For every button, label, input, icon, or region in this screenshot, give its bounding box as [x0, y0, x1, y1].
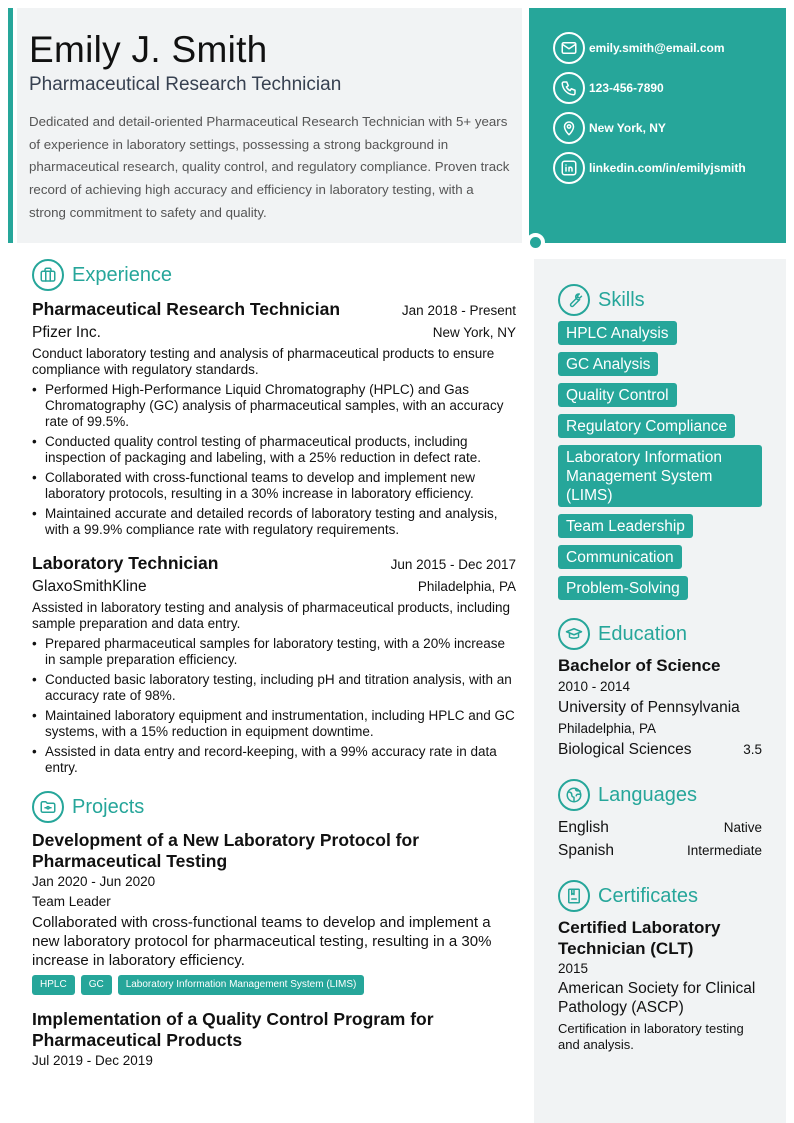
language-name: Spanish [558, 842, 615, 859]
education-entry [558, 655, 762, 761]
job-bullets [32, 382, 516, 538]
certificate-year: 2015 [558, 961, 589, 976]
contact-linkedin[interactable] [529, 152, 786, 184]
job-location: New York, NY [432, 325, 516, 340]
candidate-title: Pharmaceutical Research Technician [29, 74, 342, 95]
job-company: Pfizer Inc. [32, 324, 101, 341]
experience-heading [32, 258, 516, 292]
job-company: GlaxoSmithKline [32, 578, 147, 595]
certificates-title: Certificates [598, 884, 699, 907]
certificate-title: Certified Laboratory Technician (CLT) [558, 918, 721, 958]
contact-email[interactable] [529, 32, 786, 64]
job-role: Pharmaceutical Research Technician [32, 299, 341, 319]
job-bullet: • Performed High-Performance Liquid Chromatography (HPLC) and Gas Chromatography (GC) analysis of pharmaceutical samples, with an accuracy rate of 99.5%. [32, 382, 516, 430]
job-entry [32, 552, 516, 776]
certificate-description: Certification in laboratory testing and analysis. [558, 1021, 744, 1052]
mail-icon [553, 32, 585, 64]
project-tags [32, 975, 516, 995]
skill-tag: HPLC Analysis [558, 321, 677, 345]
skills-title: Skills [598, 288, 645, 311]
map-pin-icon [553, 112, 585, 144]
contact-phone-text: 123-456-7890 [589, 81, 664, 95]
education-gpa: 3.5 [743, 742, 762, 757]
job-bullet: • Conducted quality control testing of pharmaceutical products, including inspection of packaging and labeling, with a 25% reduction in defect rate. [32, 434, 516, 466]
skill-tag: Quality Control [558, 383, 677, 407]
project-tag: GC [81, 975, 112, 995]
job-description: Assisted in laboratory testing and analysis of pharmaceutical products, including sample preparation and data entry. [32, 600, 511, 631]
contact-phone[interactable] [529, 72, 786, 104]
job-dates: Jan 2018 - Present [401, 303, 516, 318]
job-bullet: • Maintained laboratory equipment and instrumentation, including HPLC and GC systems, with a 15% reduction in equipment downtime. [32, 708, 516, 740]
languages-title: Languages [598, 783, 697, 806]
education-title: Education [598, 622, 687, 645]
education-heading [558, 617, 762, 651]
globe-icon [558, 779, 590, 811]
job-entry [32, 298, 516, 538]
contact-panel [529, 8, 786, 243]
certificate-issuer: American Society for Clinical Pathology (ASCP) [558, 980, 756, 1016]
project-dates: Jan 2020 - Jun 2020 [32, 874, 156, 889]
skill-tag: Problem-Solving [558, 576, 688, 600]
language-row [558, 839, 762, 862]
job-role: Laboratory Technician [32, 553, 219, 573]
experience-title: Experience [72, 263, 173, 286]
project-tag: Laboratory Information Management System (LIMS) [118, 975, 365, 995]
job-bullet: • Conducted basic laboratory testing, including pH and titration analysis, with an accuracy rate of 98%. [32, 672, 516, 704]
job-bullet: • Prepared pharmaceutical samples for laboratory testing, with a 20% increase in sample preparation efficiency. [32, 636, 516, 668]
languages-list [558, 816, 762, 862]
wrench-icon [558, 284, 590, 316]
project-role: Team Leader [32, 894, 111, 909]
skills-list [558, 321, 762, 600]
candidate-name: Emily J. Smith [29, 29, 268, 70]
skill-tag: GC Analysis [558, 352, 658, 376]
language-row [558, 816, 762, 839]
project-entry [32, 830, 516, 995]
projects-heading [32, 790, 516, 824]
certificates-heading [558, 879, 762, 913]
skills-heading [558, 283, 762, 317]
linkedin-icon [553, 152, 585, 184]
project-entry [32, 1009, 516, 1071]
skill-tag: Laboratory Information Management System (LIMS) [558, 445, 762, 507]
contact-location-text: New York, NY [589, 121, 666, 135]
language-level: Native [723, 820, 762, 835]
education-years: 2010 - 2014 [558, 679, 631, 694]
job-bullet: • Assisted in data entry and record-keeping, with a 99% accuracy rate in data entry. [32, 744, 516, 776]
project-title: Implementation of a Quality Control Program for Pharmaceutical Products [32, 1009, 434, 1050]
job-dates: Jun 2015 - Dec 2017 [390, 557, 516, 572]
graduation-cap-icon [558, 618, 590, 650]
project-title: Development of a New Laboratory Protocol for Pharmaceutical Testing [32, 830, 419, 871]
summary: Dedicated and detail-oriented Pharmaceutical Research Technician with 5+ years of experience in laboratory settings, possessing a strong background in pharmaceutical research, quality control, and regulatory compliance. Proven track record of achieving high accuracy and efficiency in laboratory testing, with a strong commitment to safety and quality. [29, 114, 510, 220]
contact-linkedin-text: linkedin.com/in/emilyjsmith [589, 161, 746, 175]
skill-tag: Regulatory Compliance [558, 414, 735, 438]
education-location: Philadelphia, PA [558, 721, 657, 736]
header-accent-bar [8, 8, 13, 243]
projects-title: Projects [72, 795, 145, 818]
phone-icon [553, 72, 585, 104]
certificate-entry [558, 917, 762, 1053]
skill-tag: Communication [558, 545, 682, 569]
project-tag: HPLC [32, 975, 75, 995]
job-description: Conduct laboratory testing and analysis of pharmaceutical products to ensure compliance with regulatory standards. [32, 346, 495, 377]
job-bullets [32, 636, 516, 776]
job-bullet: • Maintained accurate and detailed records of laboratory testing and analysis, with a 99.9% compliance rate with regulatory requirements. [32, 506, 516, 538]
skill-tag: Team Leadership [558, 514, 693, 538]
language-level: Intermediate [686, 843, 762, 858]
project-dates: Jul 2019 - Dec 2019 [32, 1053, 153, 1068]
languages-heading [558, 778, 762, 812]
education-school: University of Pennsylvania [558, 699, 740, 716]
contact-email-text: emily.smith@email.com [589, 41, 725, 55]
main-column [32, 258, 516, 1085]
education-field: Biological Sciences [558, 741, 692, 758]
certificate-icon [558, 880, 590, 912]
briefcase-icon [32, 259, 64, 291]
language-name: English [558, 819, 609, 836]
header [17, 8, 522, 243]
decorative-dot [526, 233, 545, 252]
project-description: Collaborated with cross-functional teams to develop and implement a new laboratory protocol for pharmaceutical testing, resulting in a 30% increase in laboratory efficiency. [32, 914, 492, 969]
job-location: Philadelphia, PA [417, 579, 516, 594]
job-bullet: • Collaborated with cross-functional teams to develop and implement new laboratory protocols, resulting in a 30% increase in laboratory efficiency. [32, 470, 516, 502]
sidebar [534, 259, 786, 1123]
education-degree: Bachelor of Science [558, 656, 721, 675]
folder-icon [32, 791, 64, 823]
contact-location [529, 112, 786, 144]
